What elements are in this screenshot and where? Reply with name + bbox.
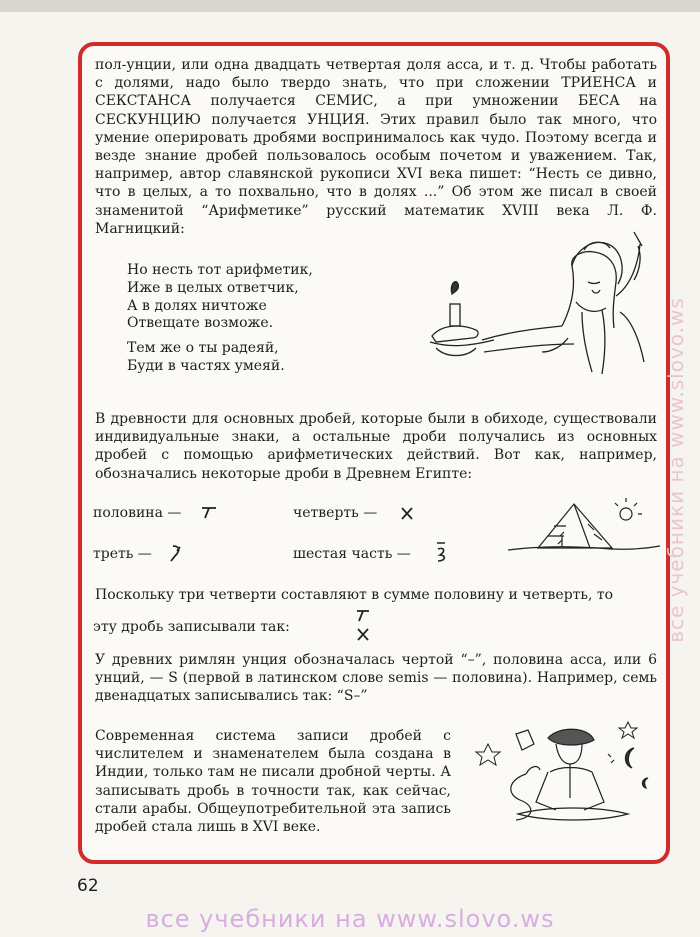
poem-magnitsky [127, 262, 313, 376]
fraction-sixth-label: шестая часть — [293, 546, 411, 562]
snake-charmer-illustration [478, 714, 658, 834]
poem-line: Но несть тот арифметик, [127, 262, 313, 278]
bottom-watermark: все учебники на www.slovo.ws [145, 905, 555, 933]
page-top-edge [0, 0, 700, 12]
egyptian-half-glyph [200, 505, 218, 519]
fraction-quarter-label: четверть — [293, 505, 378, 521]
egyptian-third-glyph [167, 543, 183, 563]
egyptian-quarter-glyph [400, 505, 414, 521]
paragraph-india: Современная система записи дробей с числителем и знаменателем была создана в Индии, только там не писали дробной черты. А записывать дробь в точности так, как сейчас, стали арабы. Общеупотребительной эта запись дробей стала лишь в XVI веке. [95, 728, 451, 836]
paragraph-three-quarters: Поскольку три четверти составляют в сумме половину и четверть, то [95, 587, 614, 603]
fraction-half-label: половина — [93, 505, 182, 521]
fraction-third-label: треть — [93, 546, 152, 562]
pyramid-illustration [508, 496, 660, 558]
poem-line: Буди в частях умеяй. [127, 357, 285, 374]
poem-line: Отвещате возможе. [127, 315, 274, 332]
poem-line: Тем же о ты радеяй, [127, 340, 279, 357]
paragraph-three-quarters-cont: эту дробь записывали так: [93, 619, 290, 635]
paragraph-intro: пол-унции, или одна двадцать четвертая доля асса, и т. д. Чтобы работать с долями, надо было твердо знать, что при сложении ТРИЕНСА и СЕКСТАНСА получается СЕМИС, а при умножении БЕСА на СЕСКУНЦИЮ получается УНЦИЯ. Этих правил было так много, что умение оперировать дробями воспринималось как чудо. Поэтому всегда и везде знание дробей пользовалось особым почетом и уважением. Так, например, автор славянской рукописи XVI века пишет: “Несть се дивно, что в целых, а то похвально, что в долях ...” Об этом же писал в своей знаменитой “Арифметике” русский математик XVIII века Л. Ф. Магницкий: [95, 57, 657, 237]
egyptian-three-quarters-glyph [355, 608, 371, 642]
mathematician-illustration [412, 232, 662, 397]
paragraph-romans: У древних римлян унция обозначалась чертой “–”, половина асса, или 6 унций, — S (первой в латинском слове semis — половина). Например, семь двенадцатых записывались так: “S–” [95, 652, 657, 705]
poem-line: А в долях ничтоже [127, 297, 267, 314]
egyptian-sixth-glyph [434, 541, 448, 563]
page-number: 62 [77, 876, 99, 896]
paragraph-egypt: В древности для основных дробей, которые были в обиходе, существовали индивидуальные знаки, а остальные дроби получались из основных дробей с помощью арифметических действий. Вот как, например, обозначались некоторые дроби в Древнем Египте: [95, 411, 657, 482]
content-frame [78, 42, 670, 864]
poem-line: Иже в целых ответчик, [127, 279, 299, 296]
